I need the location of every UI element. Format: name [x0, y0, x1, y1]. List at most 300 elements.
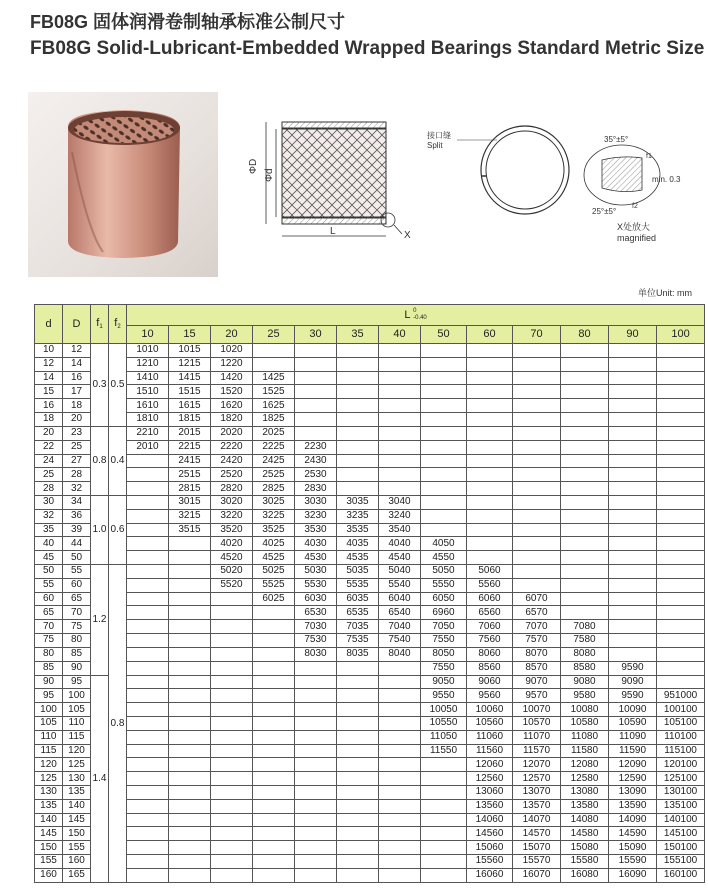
table-row	[35, 440, 705, 454]
cell-part-number	[337, 703, 379, 717]
cell-part-number: 10090	[609, 703, 657, 717]
cell-part-number: 11080	[561, 730, 609, 744]
cell-part-number	[169, 606, 211, 620]
cell-d: 85	[35, 661, 63, 675]
cell-part-number: 10070	[513, 703, 561, 717]
cell-part-number	[337, 855, 379, 869]
cell-part-number: 1410	[127, 371, 169, 385]
cell-part-number: 7030	[295, 620, 337, 634]
cell-part-number	[561, 509, 609, 523]
cell-part-number: 16060	[467, 868, 513, 882]
cell-part-number	[337, 730, 379, 744]
cell-part-number	[609, 399, 657, 413]
header-L-70: 70	[513, 326, 561, 344]
cell-part-number	[609, 578, 657, 592]
cell-part-number: 9590	[609, 661, 657, 675]
cell-part-number	[253, 868, 295, 882]
cell-part-number	[295, 385, 337, 399]
cell-part-number	[657, 468, 705, 482]
cell-d: 60	[35, 592, 63, 606]
cell-part-number: 4525	[253, 551, 295, 565]
cell-part-number	[467, 371, 513, 385]
cell-part-number	[211, 855, 253, 869]
cell-part-number: 10550	[421, 716, 467, 730]
cell-part-number: 4550	[421, 551, 467, 565]
cell-part-number: 1425	[253, 371, 295, 385]
size-table	[34, 304, 705, 883]
cell-part-number	[127, 716, 169, 730]
cell-D: 160	[63, 855, 91, 869]
cell-d: 55	[35, 578, 63, 592]
cell-part-number: 12080	[561, 758, 609, 772]
table-row	[35, 578, 705, 592]
cell-part-number: 3030	[295, 495, 337, 509]
cell-part-number	[169, 647, 211, 661]
cell-part-number	[379, 716, 421, 730]
cell-D: 12	[63, 344, 91, 358]
cell-part-number	[609, 385, 657, 399]
cell-part-number	[337, 661, 379, 675]
cell-part-number	[421, 426, 467, 440]
cell-part-number	[513, 426, 561, 440]
label-split-cn: 接口缝	[427, 131, 451, 140]
cell-part-number	[513, 482, 561, 496]
cell-part-number: 11560	[467, 744, 513, 758]
cell-part-number	[609, 606, 657, 620]
cell-part-number	[211, 813, 253, 827]
cell-part-number	[421, 868, 467, 882]
cell-part-number	[253, 841, 295, 855]
cell-part-number	[295, 868, 337, 882]
cell-part-number: 16070	[513, 868, 561, 882]
cell-part-number	[337, 758, 379, 772]
cell-part-number	[211, 744, 253, 758]
cell-part-number	[295, 344, 337, 358]
cell-part-number: 1620	[211, 399, 253, 413]
bearing-drawing	[232, 110, 702, 260]
cell-part-number: 14560	[467, 827, 513, 841]
cell-D: 85	[63, 647, 91, 661]
cell-part-number: 6570	[513, 606, 561, 620]
cell-part-number: 14570	[513, 827, 561, 841]
cell-part-number: 1810	[127, 413, 169, 427]
header-L-50: 50	[421, 326, 467, 344]
cell-part-number: 2025	[253, 426, 295, 440]
cell-part-number: 7050	[421, 620, 467, 634]
cell-part-number	[169, 758, 211, 772]
table-row	[35, 813, 705, 827]
cell-d: 10	[35, 344, 63, 358]
label-outer-diameter: ΦD	[248, 158, 259, 174]
cell-d: 105	[35, 716, 63, 730]
cell-part-number: 6050	[421, 592, 467, 606]
cell-part-number: 11070	[513, 730, 561, 744]
cell-part-number	[337, 371, 379, 385]
cell-part-number	[169, 565, 211, 579]
cell-part-number	[127, 855, 169, 869]
cell-part-number: 9550	[421, 689, 467, 703]
cell-part-number	[337, 744, 379, 758]
cell-part-number	[127, 606, 169, 620]
cell-part-number	[169, 772, 211, 786]
cell-part-number: 105100	[657, 716, 705, 730]
cell-D: 25	[63, 440, 91, 454]
cell-part-number: 7035	[337, 620, 379, 634]
cell-part-number: 3540	[379, 523, 421, 537]
cell-part-number	[561, 495, 609, 509]
cell-d: 45	[35, 551, 63, 565]
cell-part-number	[253, 855, 295, 869]
cell-D: 50	[63, 551, 91, 565]
cell-d: 160	[35, 868, 63, 882]
table-row	[35, 689, 705, 703]
cell-part-number: 4050	[421, 537, 467, 551]
cell-part-number: 1015	[169, 344, 211, 358]
cell-part-number	[253, 357, 295, 371]
cell-part-number	[657, 371, 705, 385]
cell-part-number	[169, 592, 211, 606]
cell-f2: 0.5	[109, 344, 127, 427]
cell-part-number	[211, 841, 253, 855]
cell-part-number	[657, 399, 705, 413]
cell-part-number	[609, 454, 657, 468]
cell-part-number: 10080	[561, 703, 609, 717]
header-L-15: 15	[169, 326, 211, 344]
cell-part-number	[467, 399, 513, 413]
cell-part-number	[211, 647, 253, 661]
cell-part-number	[561, 357, 609, 371]
cell-part-number	[127, 495, 169, 509]
cell-part-number: 14060	[467, 813, 513, 827]
cell-D: 115	[63, 730, 91, 744]
cell-part-number	[513, 565, 561, 579]
cell-part-number	[127, 523, 169, 537]
cell-part-number: 1415	[169, 371, 211, 385]
cell-D: 44	[63, 537, 91, 551]
cell-part-number	[561, 578, 609, 592]
cell-part-number	[657, 509, 705, 523]
cell-part-number	[467, 440, 513, 454]
cell-part-number	[467, 537, 513, 551]
table-row	[35, 357, 705, 371]
table-row	[35, 786, 705, 800]
cell-part-number	[657, 661, 705, 675]
cell-part-number	[561, 523, 609, 537]
cell-part-number: 8060	[467, 647, 513, 661]
cell-part-number	[467, 523, 513, 537]
cell-part-number	[169, 855, 211, 869]
cell-part-number	[337, 675, 379, 689]
cell-part-number: 3020	[211, 495, 253, 509]
cell-part-number	[337, 799, 379, 813]
cell-part-number: 2230	[295, 440, 337, 454]
cell-part-number	[467, 454, 513, 468]
cell-d: 40	[35, 537, 63, 551]
cell-part-number: 5050	[421, 565, 467, 579]
cell-part-number	[211, 703, 253, 717]
cell-part-number	[657, 385, 705, 399]
cell-part-number	[127, 813, 169, 827]
cell-part-number	[609, 468, 657, 482]
label-inner-diameter: Φd	[264, 168, 275, 182]
cell-part-number	[295, 744, 337, 758]
cell-part-number: 2815	[169, 482, 211, 496]
cell-d: 115	[35, 744, 63, 758]
cell-part-number	[295, 661, 337, 675]
table-row	[35, 385, 705, 399]
cell-part-number	[337, 482, 379, 496]
cell-part-number	[467, 385, 513, 399]
cell-D: 155	[63, 841, 91, 855]
cell-part-number: 5520	[211, 578, 253, 592]
cell-part-number: 7080	[561, 620, 609, 634]
cell-part-number	[657, 413, 705, 427]
cell-D: 65	[63, 592, 91, 606]
cell-part-number	[253, 772, 295, 786]
cell-part-number: 7550	[421, 634, 467, 648]
cell-part-number: 3530	[295, 523, 337, 537]
table-row	[35, 537, 705, 551]
cell-part-number: 1525	[253, 385, 295, 399]
cell-part-number: 6540	[379, 606, 421, 620]
cell-part-number	[127, 786, 169, 800]
cell-part-number	[169, 675, 211, 689]
cell-part-number: 14090	[609, 813, 657, 827]
cell-part-number: 4035	[337, 537, 379, 551]
cell-part-number: 6030	[295, 592, 337, 606]
table-row	[35, 841, 705, 855]
cell-part-number: 14580	[561, 827, 609, 841]
cell-part-number	[211, 868, 253, 882]
cell-part-number: 3035	[337, 495, 379, 509]
label-angle-25: 25°±5°	[592, 207, 617, 216]
cell-part-number	[467, 551, 513, 565]
cell-part-number: 4025	[253, 537, 295, 551]
cell-part-number	[657, 578, 705, 592]
cell-part-number	[561, 565, 609, 579]
cell-part-number: 12090	[609, 758, 657, 772]
cell-d: 140	[35, 813, 63, 827]
table-row	[35, 565, 705, 579]
cell-part-number	[513, 454, 561, 468]
cell-part-number: 951000	[657, 689, 705, 703]
cell-part-number	[379, 758, 421, 772]
cell-part-number	[169, 661, 211, 675]
cell-part-number	[337, 841, 379, 855]
cell-part-number: 3225	[253, 509, 295, 523]
cell-part-number	[421, 813, 467, 827]
table-row	[35, 868, 705, 882]
cell-part-number	[337, 344, 379, 358]
cell-part-number: 9050	[421, 675, 467, 689]
cell-part-number	[421, 786, 467, 800]
cell-part-number: 11590	[609, 744, 657, 758]
cell-part-number	[609, 592, 657, 606]
cell-part-number	[295, 730, 337, 744]
table-row	[35, 661, 705, 675]
cell-part-number	[561, 385, 609, 399]
cell-part-number	[337, 716, 379, 730]
cell-part-number	[561, 344, 609, 358]
cell-part-number	[379, 675, 421, 689]
cell-part-number	[379, 399, 421, 413]
cell-part-number	[295, 413, 337, 427]
header-D: D	[63, 305, 91, 344]
cell-part-number: 1815	[169, 413, 211, 427]
cell-part-number	[253, 744, 295, 758]
cell-d: 80	[35, 647, 63, 661]
cell-part-number: 3215	[169, 509, 211, 523]
cell-d: 155	[35, 855, 63, 869]
cell-part-number: 1825	[253, 413, 295, 427]
table-row	[35, 592, 705, 606]
cell-part-number: 3040	[379, 495, 421, 509]
label-min: min. 0.3	[652, 175, 681, 184]
cell-part-number: 7570	[513, 634, 561, 648]
cell-part-number	[379, 786, 421, 800]
cell-part-number: 10050	[421, 703, 467, 717]
table-row	[35, 744, 705, 758]
cell-part-number: 9560	[467, 689, 513, 703]
cell-part-number: 3220	[211, 509, 253, 523]
cell-part-number	[127, 758, 169, 772]
cell-part-number	[127, 661, 169, 675]
cell-part-number: 14080	[561, 813, 609, 827]
cell-d: 15	[35, 385, 63, 399]
cell-part-number	[561, 413, 609, 427]
cell-d: 25	[35, 468, 63, 482]
cell-part-number: 1020	[211, 344, 253, 358]
cell-d: 110	[35, 730, 63, 744]
cell-part-number	[169, 730, 211, 744]
cell-part-number	[379, 744, 421, 758]
cell-part-number: 7060	[467, 620, 513, 634]
cell-part-number	[127, 868, 169, 882]
cell-part-number	[337, 399, 379, 413]
header-L-35: 35	[337, 326, 379, 344]
cell-part-number: 1520	[211, 385, 253, 399]
cell-part-number	[513, 371, 561, 385]
cell-part-number: 16080	[561, 868, 609, 882]
cell-part-number	[379, 454, 421, 468]
cell-d: 75	[35, 634, 63, 648]
cell-part-number: 6035	[337, 592, 379, 606]
cell-D: 39	[63, 523, 91, 537]
cell-part-number	[127, 482, 169, 496]
cell-part-number	[337, 827, 379, 841]
cell-part-number	[657, 426, 705, 440]
label-f1: f1	[646, 153, 652, 160]
cell-part-number	[379, 385, 421, 399]
cell-part-number	[337, 786, 379, 800]
table-row	[35, 399, 705, 413]
header-L-30: 30	[295, 326, 337, 344]
header-d: d	[35, 305, 63, 344]
cell-part-number	[127, 551, 169, 565]
cell-part-number: 2020	[211, 426, 253, 440]
cell-part-number	[253, 675, 295, 689]
cell-part-number	[169, 868, 211, 882]
cell-part-number	[421, 855, 467, 869]
cell-part-number	[295, 399, 337, 413]
cell-part-number: 2825	[253, 482, 295, 496]
cell-part-number: 8070	[513, 647, 561, 661]
cell-part-number	[253, 758, 295, 772]
cell-part-number	[379, 413, 421, 427]
table-row	[35, 344, 705, 358]
cell-part-number: 155100	[657, 855, 705, 869]
cell-part-number: 13060	[467, 786, 513, 800]
cell-part-number: 1010	[127, 344, 169, 358]
cell-part-number	[253, 647, 295, 661]
cell-part-number	[253, 634, 295, 648]
cell-part-number	[421, 827, 467, 841]
cell-part-number: 6535	[337, 606, 379, 620]
cell-part-number	[127, 772, 169, 786]
cell-part-number: 15060	[467, 841, 513, 855]
cell-part-number	[127, 454, 169, 468]
cell-part-number	[561, 537, 609, 551]
cell-part-number: 9570	[513, 689, 561, 703]
cell-D: 135	[63, 786, 91, 800]
cell-part-number: 12560	[467, 772, 513, 786]
header-L: L 0 -0.40	[127, 305, 705, 326]
cell-part-number	[421, 413, 467, 427]
cell-part-number	[169, 537, 211, 551]
cell-part-number	[379, 813, 421, 827]
cell-part-number: 8570	[513, 661, 561, 675]
cell-part-number	[253, 344, 295, 358]
cell-part-number	[253, 786, 295, 800]
cell-part-number	[295, 799, 337, 813]
cell-f2: 0.6	[109, 495, 127, 564]
cell-part-number: 3025	[253, 495, 295, 509]
cell-part-number	[211, 799, 253, 813]
cell-part-number: 1625	[253, 399, 295, 413]
cell-part-number	[211, 661, 253, 675]
header-L-90: 90	[609, 326, 657, 344]
cell-part-number	[211, 675, 253, 689]
cell-part-number	[561, 440, 609, 454]
cell-part-number	[421, 454, 467, 468]
cell-part-number	[513, 440, 561, 454]
cell-part-number: 140100	[657, 813, 705, 827]
cell-part-number: 8030	[295, 647, 337, 661]
cell-part-number: 1510	[127, 385, 169, 399]
cell-part-number	[467, 413, 513, 427]
cell-part-number	[513, 551, 561, 565]
cell-part-number	[657, 565, 705, 579]
cell-part-number: 110100	[657, 730, 705, 744]
cell-part-number	[295, 813, 337, 827]
header-L-20: 20	[211, 326, 253, 344]
cell-D: 14	[63, 357, 91, 371]
cell-part-number: 2415	[169, 454, 211, 468]
cell-part-number	[609, 620, 657, 634]
cell-part-number	[379, 426, 421, 440]
cell-part-number: 8035	[337, 647, 379, 661]
cell-part-number: 2820	[211, 482, 253, 496]
cell-part-number: 2220	[211, 440, 253, 454]
cell-part-number: 11550	[421, 744, 467, 758]
cell-part-number: 2420	[211, 454, 253, 468]
cell-d: 18	[35, 413, 63, 427]
cell-part-number: 13560	[467, 799, 513, 813]
cell-part-number: 8560	[467, 661, 513, 675]
cell-part-number: 3520	[211, 523, 253, 537]
cell-d: 100	[35, 703, 63, 717]
cell-part-number: 9080	[561, 675, 609, 689]
